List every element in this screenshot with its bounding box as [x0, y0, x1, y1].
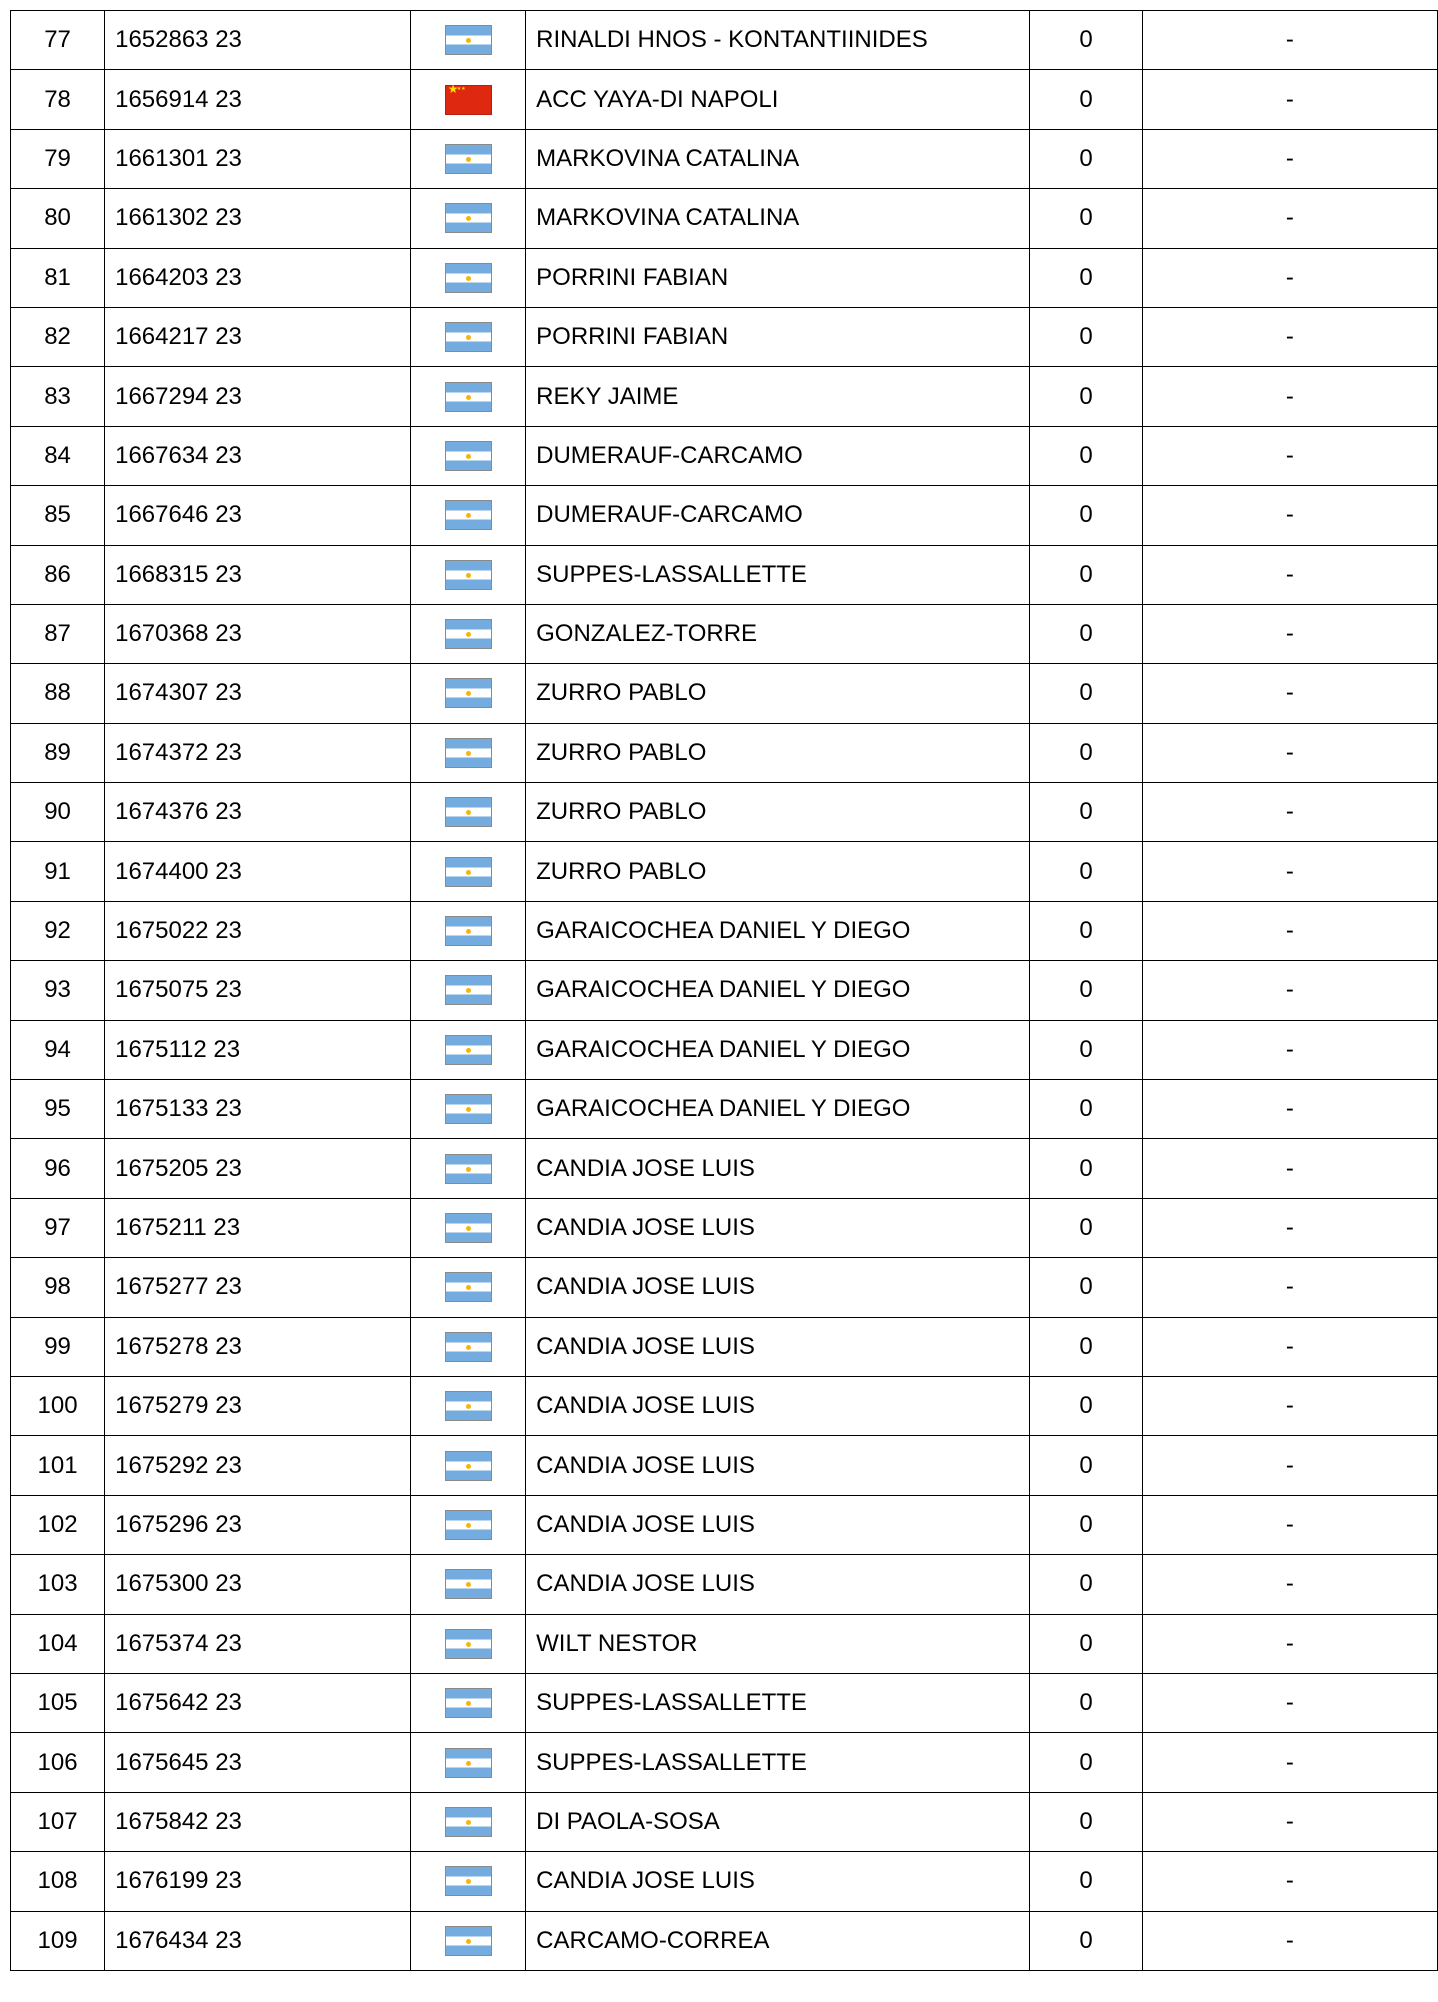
position-cell: 99	[11, 1317, 105, 1376]
owner-name-cell: ZURRO PABLO	[526, 842, 1030, 901]
table-row	[11, 901, 1438, 960]
extra-cell: -	[1142, 1258, 1437, 1317]
position-cell: 102	[11, 1495, 105, 1554]
argentina-flag-icon	[445, 975, 492, 1005]
points-cell: 0	[1030, 129, 1142, 188]
argentina-flag-icon	[445, 1688, 492, 1718]
ring-number-cell: 1675211 23	[105, 1198, 411, 1257]
extra-cell: -	[1142, 1495, 1437, 1554]
argentina-flag-icon	[445, 1035, 492, 1065]
table-row	[11, 1436, 1438, 1495]
ring-number-cell: 1675205 23	[105, 1139, 411, 1198]
argentina-flag-icon	[445, 1451, 492, 1481]
table-row	[11, 664, 1438, 723]
table-row	[11, 1911, 1438, 1970]
argentina-flag-icon	[445, 263, 492, 293]
argentina-flag-icon	[445, 382, 492, 412]
argentina-flag-icon	[445, 1094, 492, 1124]
ring-number-cell: 1675374 23	[105, 1614, 411, 1673]
flag-cell	[411, 723, 526, 782]
extra-cell: -	[1142, 1198, 1437, 1257]
argentina-flag-icon	[445, 1391, 492, 1421]
position-cell: 81	[11, 248, 105, 307]
extra-cell: -	[1142, 1436, 1437, 1495]
position-cell: 93	[11, 961, 105, 1020]
extra-cell: -	[1142, 1080, 1437, 1139]
owner-name-cell: SUPPES-LASSALLETTE	[526, 1733, 1030, 1792]
points-cell: 0	[1030, 1376, 1142, 1435]
flag-cell	[411, 1911, 526, 1970]
extra-cell: -	[1142, 1614, 1437, 1673]
position-cell: 79	[11, 129, 105, 188]
position-cell: 96	[11, 1139, 105, 1198]
argentina-flag-icon	[445, 1629, 492, 1659]
position-cell: 106	[11, 1733, 105, 1792]
position-cell: 91	[11, 842, 105, 901]
owner-name-cell: CANDIA JOSE LUIS	[526, 1436, 1030, 1495]
extra-cell: -	[1142, 723, 1437, 782]
table-row	[11, 1852, 1438, 1911]
position-cell: 90	[11, 783, 105, 842]
ring-number-cell: 1675842 23	[105, 1792, 411, 1851]
argentina-flag-icon	[445, 144, 492, 174]
points-cell: 0	[1030, 961, 1142, 1020]
owner-name-cell: CANDIA JOSE LUIS	[526, 1376, 1030, 1435]
ring-number-cell: 1675112 23	[105, 1020, 411, 1079]
points-cell: 0	[1030, 1792, 1142, 1851]
points-cell: 0	[1030, 1198, 1142, 1257]
table-row	[11, 783, 1438, 842]
owner-name-cell: GARAICOCHEA DANIEL Y DIEGO	[526, 901, 1030, 960]
position-cell: 85	[11, 486, 105, 545]
flag-cell	[411, 1852, 526, 1911]
ring-number-cell: 1675277 23	[105, 1258, 411, 1317]
points-cell: 0	[1030, 1495, 1142, 1554]
position-cell: 95	[11, 1080, 105, 1139]
ring-number-cell: 1675292 23	[105, 1436, 411, 1495]
table-row	[11, 1198, 1438, 1257]
owner-name-cell: CANDIA JOSE LUIS	[526, 1139, 1030, 1198]
flag-cell	[411, 901, 526, 960]
argentina-flag-icon	[445, 1748, 492, 1778]
flag-cell	[411, 604, 526, 663]
ring-number-cell: 1661302 23	[105, 189, 411, 248]
flag-cell	[411, 486, 526, 545]
table-row	[11, 11, 1438, 70]
points-cell: 0	[1030, 1258, 1142, 1317]
owner-name-cell: ZURRO PABLO	[526, 723, 1030, 782]
owner-name-cell: DI PAOLA-SOSA	[526, 1792, 1030, 1851]
ring-number-cell: 1668315 23	[105, 545, 411, 604]
position-cell: 82	[11, 307, 105, 366]
argentina-flag-icon	[445, 25, 492, 55]
position-cell: 88	[11, 664, 105, 723]
owner-name-cell: CANDIA JOSE LUIS	[526, 1852, 1030, 1911]
table-row	[11, 1258, 1438, 1317]
extra-cell: -	[1142, 1555, 1437, 1614]
points-cell: 0	[1030, 842, 1142, 901]
argentina-flag-icon	[445, 1926, 492, 1956]
flag-cell	[411, 1733, 526, 1792]
points-cell: 0	[1030, 1020, 1142, 1079]
flag-cell	[411, 961, 526, 1020]
position-cell: 83	[11, 367, 105, 426]
owner-name-cell: CANDIA JOSE LUIS	[526, 1198, 1030, 1257]
points-cell: 0	[1030, 1733, 1142, 1792]
flag-cell	[411, 1792, 526, 1851]
table-row	[11, 723, 1438, 782]
owner-name-cell: PORRINI FABIAN	[526, 248, 1030, 307]
argentina-flag-icon	[445, 1866, 492, 1896]
flag-cell	[411, 426, 526, 485]
table-row	[11, 1673, 1438, 1732]
extra-cell: -	[1142, 426, 1437, 485]
position-cell: 104	[11, 1614, 105, 1673]
owner-name-cell: GONZALEZ-TORRE	[526, 604, 1030, 663]
results-table	[10, 10, 1438, 1971]
extra-cell: -	[1142, 1852, 1437, 1911]
owner-name-cell: GARAICOCHEA DANIEL Y DIEGO	[526, 961, 1030, 1020]
ring-number-cell: 1675296 23	[105, 1495, 411, 1554]
ring-number-cell: 1674376 23	[105, 783, 411, 842]
ring-number-cell: 1674400 23	[105, 842, 411, 901]
owner-name-cell: CANDIA JOSE LUIS	[526, 1258, 1030, 1317]
owner-name-cell: MARKOVINA CATALINA	[526, 129, 1030, 188]
argentina-flag-icon	[445, 500, 492, 530]
extra-cell: -	[1142, 842, 1437, 901]
extra-cell: -	[1142, 901, 1437, 960]
flag-cell	[411, 189, 526, 248]
table-row	[11, 1495, 1438, 1554]
position-cell: 94	[11, 1020, 105, 1079]
table-row	[11, 1614, 1438, 1673]
owner-name-cell: CARCAMO-CORREA	[526, 1911, 1030, 1970]
owner-name-cell: ACC YAYA-DI NAPOLI	[526, 70, 1030, 129]
points-cell: 0	[1030, 1673, 1142, 1732]
points-cell: 0	[1030, 664, 1142, 723]
points-cell: 0	[1030, 1317, 1142, 1376]
argentina-flag-icon	[445, 1332, 492, 1362]
extra-cell: -	[1142, 307, 1437, 366]
ring-number-cell: 1675279 23	[105, 1376, 411, 1435]
argentina-flag-icon	[445, 857, 492, 887]
ring-number-cell: 1676199 23	[105, 1852, 411, 1911]
points-cell: 0	[1030, 1852, 1142, 1911]
ring-number-cell: 1652863 23	[105, 11, 411, 70]
owner-name-cell: CANDIA JOSE LUIS	[526, 1555, 1030, 1614]
owner-name-cell: DUMERAUF-CARCAMO	[526, 486, 1030, 545]
ring-number-cell: 1664217 23	[105, 307, 411, 366]
points-cell: 0	[1030, 1139, 1142, 1198]
table-row	[11, 1139, 1438, 1198]
flag-cell	[411, 842, 526, 901]
china-flag-icon	[445, 85, 492, 115]
owner-name-cell: GARAICOCHEA DANIEL Y DIEGO	[526, 1080, 1030, 1139]
table-row	[11, 1376, 1438, 1435]
ring-number-cell: 1675278 23	[105, 1317, 411, 1376]
position-cell: 89	[11, 723, 105, 782]
flag-cell	[411, 1198, 526, 1257]
ring-number-cell: 1667646 23	[105, 486, 411, 545]
flag-cell	[411, 307, 526, 366]
extra-cell: -	[1142, 1020, 1437, 1079]
position-cell: 103	[11, 1555, 105, 1614]
owner-name-cell: MARKOVINA CATALINA	[526, 189, 1030, 248]
argentina-flag-icon	[445, 1569, 492, 1599]
points-cell: 0	[1030, 1436, 1142, 1495]
owner-name-cell: CANDIA JOSE LUIS	[526, 1317, 1030, 1376]
position-cell: 97	[11, 1198, 105, 1257]
extra-cell: -	[1142, 129, 1437, 188]
owner-name-cell: SUPPES-LASSALLETTE	[526, 545, 1030, 604]
extra-cell: -	[1142, 1792, 1437, 1851]
flag-cell	[411, 1436, 526, 1495]
points-cell: 0	[1030, 486, 1142, 545]
table-row	[11, 604, 1438, 663]
table-row	[11, 426, 1438, 485]
argentina-flag-icon	[445, 678, 492, 708]
position-cell: 86	[11, 545, 105, 604]
extra-cell: -	[1142, 545, 1437, 604]
extra-cell: -	[1142, 11, 1437, 70]
table-row	[11, 70, 1438, 129]
argentina-flag-icon	[445, 441, 492, 471]
argentina-flag-icon	[445, 560, 492, 590]
position-cell: 109	[11, 1911, 105, 1970]
position-cell: 84	[11, 426, 105, 485]
flag-cell	[411, 1080, 526, 1139]
points-cell: 0	[1030, 307, 1142, 366]
table-row	[11, 129, 1438, 188]
results-body	[11, 11, 1438, 1971]
table-row	[11, 189, 1438, 248]
flag-cell	[411, 1258, 526, 1317]
points-cell: 0	[1030, 1614, 1142, 1673]
ring-number-cell: 1670368 23	[105, 604, 411, 663]
points-cell: 0	[1030, 901, 1142, 960]
argentina-flag-icon	[445, 916, 492, 946]
owner-name-cell: GARAICOCHEA DANIEL Y DIEGO	[526, 1020, 1030, 1079]
extra-cell: -	[1142, 604, 1437, 663]
ring-number-cell: 1674372 23	[105, 723, 411, 782]
argentina-flag-icon	[445, 619, 492, 649]
extra-cell: -	[1142, 189, 1437, 248]
flag-cell	[411, 1614, 526, 1673]
flag-cell	[411, 1139, 526, 1198]
flag-cell	[411, 664, 526, 723]
owner-name-cell: DUMERAUF-CARCAMO	[526, 426, 1030, 485]
ring-number-cell: 1667634 23	[105, 426, 411, 485]
ring-number-cell: 1676434 23	[105, 1911, 411, 1970]
position-cell: 101	[11, 1436, 105, 1495]
owner-name-cell: REKY JAIME	[526, 367, 1030, 426]
extra-cell: -	[1142, 1376, 1437, 1435]
flag-cell	[411, 1020, 526, 1079]
points-cell: 0	[1030, 1911, 1142, 1970]
ring-number-cell: 1675645 23	[105, 1733, 411, 1792]
extra-cell: -	[1142, 664, 1437, 723]
position-cell: 92	[11, 901, 105, 960]
position-cell: 98	[11, 1258, 105, 1317]
extra-cell: -	[1142, 783, 1437, 842]
table-row	[11, 307, 1438, 366]
table-row	[11, 545, 1438, 604]
ring-number-cell: 1675022 23	[105, 901, 411, 960]
argentina-flag-icon	[445, 203, 492, 233]
table-row	[11, 1080, 1438, 1139]
table-row	[11, 961, 1438, 1020]
points-cell: 0	[1030, 1555, 1142, 1614]
owner-name-cell: SUPPES-LASSALLETTE	[526, 1673, 1030, 1732]
owner-name-cell: PORRINI FABIAN	[526, 307, 1030, 366]
points-cell: 0	[1030, 426, 1142, 485]
points-cell: 0	[1030, 367, 1142, 426]
extra-cell: -	[1142, 961, 1437, 1020]
flag-cell	[411, 1673, 526, 1732]
extra-cell: -	[1142, 1139, 1437, 1198]
argentina-flag-icon	[445, 322, 492, 352]
ring-number-cell: 1675300 23	[105, 1555, 411, 1614]
ring-number-cell: 1656914 23	[105, 70, 411, 129]
table-row	[11, 248, 1438, 307]
points-cell: 0	[1030, 1080, 1142, 1139]
table-row	[11, 1555, 1438, 1614]
ring-number-cell: 1675075 23	[105, 961, 411, 1020]
flag-cell	[411, 783, 526, 842]
points-cell: 0	[1030, 189, 1142, 248]
flag-cell	[411, 1376, 526, 1435]
ring-number-cell: 1675642 23	[105, 1673, 411, 1732]
points-cell: 0	[1030, 70, 1142, 129]
position-cell: 105	[11, 1673, 105, 1732]
extra-cell: -	[1142, 1733, 1437, 1792]
position-cell: 107	[11, 1792, 105, 1851]
extra-cell: -	[1142, 1317, 1437, 1376]
flag-cell	[411, 70, 526, 129]
table-row	[11, 367, 1438, 426]
extra-cell: -	[1142, 486, 1437, 545]
extra-cell: -	[1142, 1911, 1437, 1970]
points-cell: 0	[1030, 604, 1142, 663]
argentina-flag-icon	[445, 1807, 492, 1837]
owner-name-cell: WILT NESTOR	[526, 1614, 1030, 1673]
extra-cell: -	[1142, 367, 1437, 426]
table-row	[11, 1792, 1438, 1851]
owner-name-cell: ZURRO PABLO	[526, 783, 1030, 842]
flag-cell	[411, 11, 526, 70]
ring-number-cell: 1667294 23	[105, 367, 411, 426]
table-row	[11, 1317, 1438, 1376]
flag-cell	[411, 1555, 526, 1614]
position-cell: 77	[11, 11, 105, 70]
table-row	[11, 486, 1438, 545]
owner-name-cell: CANDIA JOSE LUIS	[526, 1495, 1030, 1554]
points-cell: 0	[1030, 11, 1142, 70]
argentina-flag-icon	[445, 797, 492, 827]
flag-cell	[411, 367, 526, 426]
points-cell: 0	[1030, 545, 1142, 604]
argentina-flag-icon	[445, 738, 492, 768]
position-cell: 108	[11, 1852, 105, 1911]
table-row	[11, 1020, 1438, 1079]
flag-cell	[411, 248, 526, 307]
flag-cell	[411, 1495, 526, 1554]
argentina-flag-icon	[445, 1154, 492, 1184]
position-cell: 87	[11, 604, 105, 663]
points-cell: 0	[1030, 248, 1142, 307]
ring-number-cell: 1664203 23	[105, 248, 411, 307]
extra-cell: -	[1142, 1673, 1437, 1732]
flag-cell	[411, 129, 526, 188]
flag-cell	[411, 545, 526, 604]
argentina-flag-icon	[445, 1213, 492, 1243]
position-cell: 100	[11, 1376, 105, 1435]
points-cell: 0	[1030, 783, 1142, 842]
ring-number-cell: 1661301 23	[105, 129, 411, 188]
extra-cell: -	[1142, 70, 1437, 129]
owner-name-cell: ZURRO PABLO	[526, 664, 1030, 723]
points-cell: 0	[1030, 723, 1142, 782]
table-row	[11, 842, 1438, 901]
extra-cell: -	[1142, 248, 1437, 307]
argentina-flag-icon	[445, 1272, 492, 1302]
position-cell: 78	[11, 70, 105, 129]
ring-number-cell: 1674307 23	[105, 664, 411, 723]
ring-number-cell: 1675133 23	[105, 1080, 411, 1139]
flag-cell	[411, 1317, 526, 1376]
argentina-flag-icon	[445, 1510, 492, 1540]
owner-name-cell: RINALDI HNOS - KONTANTIINIDES	[526, 11, 1030, 70]
table-row	[11, 1733, 1438, 1792]
position-cell: 80	[11, 189, 105, 248]
